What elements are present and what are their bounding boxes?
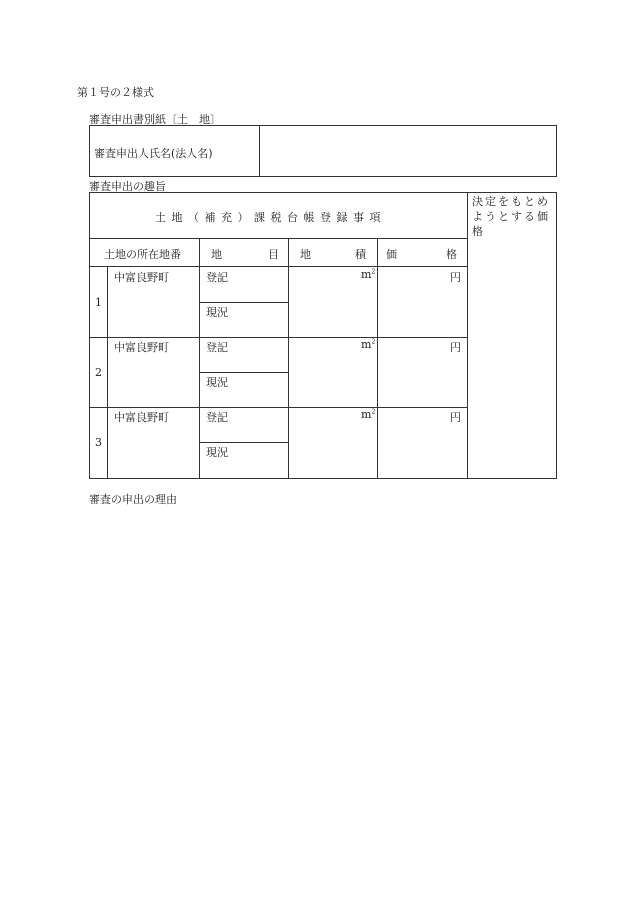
category-header-right: 目 [268,248,279,261]
row-divider-1 [89,337,467,338]
applicant-name-label: 審査申出人氏名(法人名) [94,147,213,160]
form-number: 第１号の２様式 [77,86,154,99]
price-unit: 円 [450,411,461,424]
price-unit: 円 [450,271,461,284]
attachment-title: 審査申出書別紙〔土 地〕 [89,113,221,126]
requested-price-header: 決定をもとめようとする価格 [472,195,550,238]
applicant-name-divider [259,125,260,177]
category-header-left: 地 [211,248,222,261]
area-unit: $m^2$ [361,408,376,421]
registered-category-label: 登記 [206,341,228,354]
area-unit: $m^2$ [361,338,376,351]
header-row-divider [89,238,467,239]
row-location: 中富良野町 [114,341,169,354]
price-request-divider [467,192,468,479]
registered-category-label: 登記 [206,271,228,284]
number-col-divider [107,266,108,479]
location-header: 土地の所在地番 [104,248,181,261]
price-header-left: 価 [386,248,397,261]
actual-category-label: 現況 [206,376,228,389]
category-split-2 [199,372,288,373]
row-number: 1 [95,296,102,309]
area-unit: $m^2$ [361,268,376,281]
area-header-right: 積 [355,248,366,261]
row-location: 中富良野町 [114,411,169,424]
price-unit: 円 [450,341,461,354]
ledger-header: 土地（補充）課税台帳登録事項 [155,211,386,224]
category-split-1 [199,302,288,303]
area-header-left: 地 [300,248,311,261]
actual-category-label: 現況 [206,306,228,319]
category-split-3 [199,442,288,443]
category-col-divider [288,238,289,479]
area-col-divider [377,238,378,479]
price-header-right: 格 [446,248,457,261]
column-header-divider [89,266,467,267]
row-number: 2 [95,366,102,379]
row-number: 3 [95,436,102,449]
row-location: 中富良野町 [114,271,169,284]
applicant-name-field[interactable] [264,145,552,161]
registered-category-label: 登記 [206,411,228,424]
actual-category-label: 現況 [206,446,228,459]
purpose-title: 審査申出の趣旨 [89,180,166,193]
row-divider-2 [89,407,467,408]
reason-title: 審査の申出の理由 [89,493,177,506]
